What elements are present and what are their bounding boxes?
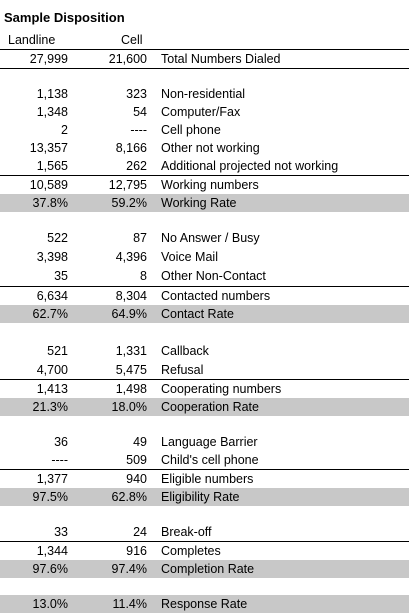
row-label: Break-off [161,525,212,539]
table-title: Sample Disposition [4,10,125,25]
rate-row [0,398,409,416]
cell-rate: 62.8% [111,490,147,504]
cell-rate: 59.2% [111,196,147,210]
landline-value: 2 [61,123,68,137]
row-label: Cell phone [161,123,221,137]
table-row [0,267,409,285]
landline-value: 13,357 [29,141,68,155]
cell-value: 940 [126,472,147,486]
row-label: Refusal [161,363,204,377]
rate-row [0,305,409,323]
cell-value: 87 [133,231,147,245]
cell-rate: 64.9% [111,307,147,321]
cell-value: 1,331 [115,344,147,358]
cell-rate: 18.0% [111,400,147,414]
table-row [0,379,409,398]
table-row [0,541,409,560]
cell-value: 509 [126,453,147,467]
landline-value: 10,589 [29,178,68,192]
column-header-row [0,31,409,50]
row-label: Working numbers [161,178,259,192]
row-label: Total Numbers Dialed [161,52,281,66]
table-row [0,103,409,121]
row-label: Child's cell phone [161,453,259,467]
landline-value: 3,398 [36,250,68,264]
table-row [0,229,409,247]
cell-response-rate: 11.4% [112,597,147,611]
cell-value: 24 [133,525,147,539]
cell-value: 4,396 [115,250,147,264]
table-row [0,286,409,305]
landline-value: 1,344 [36,544,68,558]
landline-value: 521 [47,344,68,358]
rate-label: Working Rate [161,196,237,210]
table-row [0,139,409,157]
landline-value: 36 [54,435,68,449]
cell-value: 1,498 [115,382,147,396]
cell-value: 8,166 [115,141,147,155]
cell-value: 8 [140,269,147,283]
landline-value: 6,634 [36,289,68,303]
landline-value: 33 [54,525,68,539]
cell-value: ---- [130,123,147,137]
row-label: Language Barrier [161,435,258,449]
cell-value: 5,475 [115,363,147,377]
cell-value: 8,304 [115,289,147,303]
cell-rate: 97.4% [111,562,147,576]
landline-rate: 97.5% [32,490,68,504]
cell-value: 54 [133,105,147,119]
row-label: Cooperating numbers [161,382,282,396]
landline-rate: 97.6% [32,562,68,576]
table-row [0,342,409,360]
landline-value: 4,700 [36,363,68,377]
landline-value: 1,413 [36,382,68,396]
row-label: Contacted numbers [161,289,271,303]
landline-value: 522 [47,231,68,245]
cell-value: 49 [133,435,147,449]
cell-value: 12,795 [108,178,147,192]
row-label: Non-residential [161,87,246,101]
table-row [0,469,409,488]
landline-value: ---- [51,453,68,467]
table-row [0,85,409,103]
rate-row [0,560,409,578]
landline-rate: 21.3% [32,400,68,414]
landline-response-rate: 13.0% [32,597,68,611]
row-label: Computer/Fax [161,105,241,119]
cell-value: 262 [126,159,147,173]
row-label: Other not working [161,141,260,155]
row-label: Eligible numbers [161,472,254,486]
rate-label: Completion Rate [161,562,255,576]
landline-rate: 37.8% [32,196,68,210]
header-landline: Landline [8,33,56,47]
cell-value: 916 [126,544,147,558]
landline-value: 27,999 [29,52,68,66]
row-label: Completes [161,544,221,558]
rate-row [0,194,409,212]
row-label: Voice Mail [161,250,218,264]
landline-rate: 62.7% [32,307,68,321]
rate-row [0,488,409,506]
row-label: Other Non-Contact [161,269,266,283]
table-row [0,361,409,379]
table-row [0,157,409,175]
row-label: Callback [161,344,209,358]
response-rate-label: Response Rate [161,597,248,611]
header-cell: Cell [121,33,143,47]
cell-value: 21,600 [108,52,147,66]
landline-value: 1,348 [36,105,68,119]
response-rate-row [0,595,409,613]
rate-label: Contact Rate [161,307,234,321]
table-row [0,175,409,194]
table-row [0,433,409,451]
table-row [0,451,409,469]
landline-value: 1,377 [36,472,68,486]
table-row [0,523,409,541]
landline-value: 1,138 [36,87,68,101]
table-row [0,248,409,266]
row-label: Additional projected not working [161,159,339,173]
landline-value: 1,565 [36,159,68,173]
landline-value: 35 [54,269,68,283]
rate-label: Eligibility Rate [161,490,240,504]
table-row [0,50,409,69]
rate-label: Cooperation Rate [161,400,259,414]
cell-value: 323 [126,87,147,101]
table-row [0,121,409,139]
row-label: No Answer / Busy [161,231,260,245]
